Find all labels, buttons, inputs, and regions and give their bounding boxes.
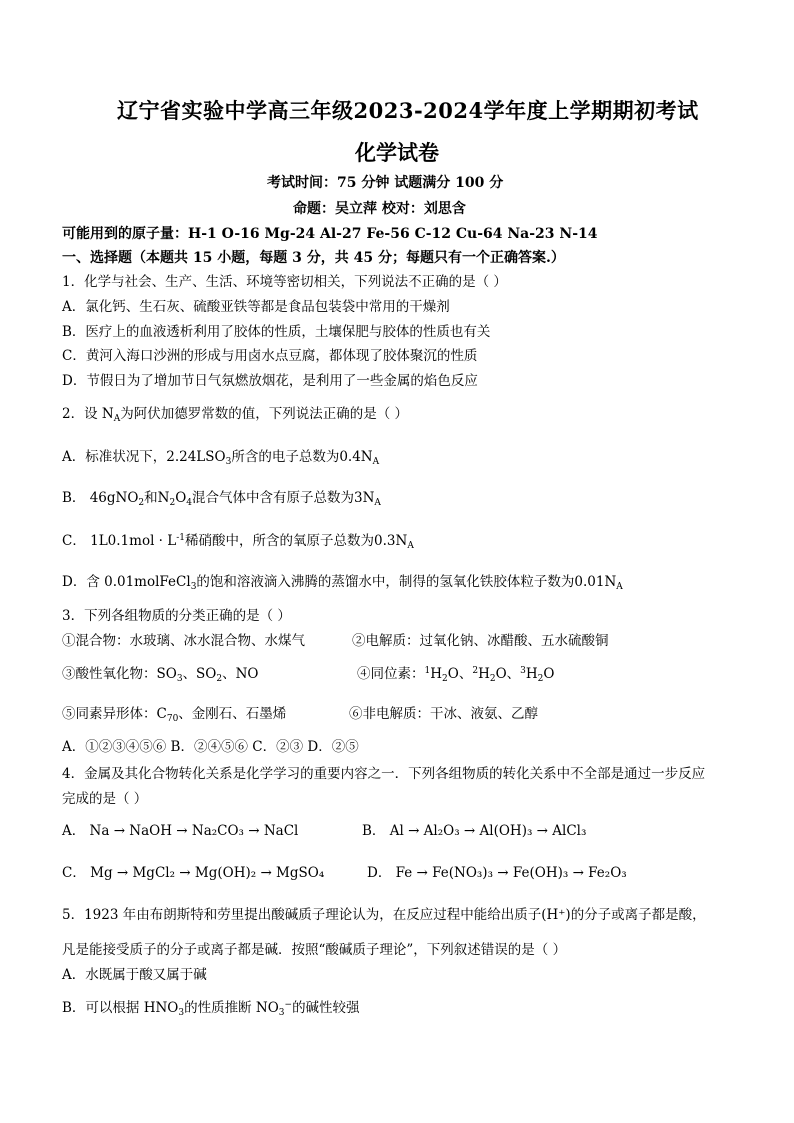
text-part: ④同位素：: [357, 666, 425, 682]
q5-stem-line1: [62, 906, 706, 924]
text-part: A．标准状况下，2.24LSO: [62, 449, 226, 465]
q2-stem-part: 为阿伏加德罗常数的值，下列说法正确的是（ ）: [120, 406, 408, 422]
subscript: A: [616, 582, 623, 592]
subscript: 2: [138, 498, 145, 508]
subscript: 2: [537, 674, 544, 684]
text-part: 所含的电子总数为0.4N: [231, 449, 373, 465]
q3-stem: 3．下列各组物质的分类正确的是（ ）: [62, 608, 291, 624]
q1-stem: 1．化学与社会、生产、生活、环境等密切相关，下列说法不正确的是（ ）: [62, 274, 507, 290]
exam-info: 考试时间：75 分钟 试题满分 100 分: [267, 175, 504, 191]
subscript: A: [372, 457, 380, 467]
proton-symbol: (H⁺): [541, 907, 571, 923]
q4-option-b: B． Al → Al₂O₃ → Al(OH)₃ → AlCl₃: [362, 823, 587, 839]
q5-stem-line2: 凡是能接受质子的分子或离子都是碱．按照“酸碱质子理论”，下列叙述错误的是（ ）: [62, 942, 567, 958]
authors: 命题：吴立萍 校对：刘思含: [293, 201, 466, 217]
q4-option-a: A． Na → NaOH → Na₂CO₃ → NaCl: [62, 823, 299, 839]
text-part: 和N: [144, 490, 170, 506]
subscript: A: [407, 541, 414, 551]
superscript: 3: [520, 666, 526, 676]
subscript: 2: [169, 498, 176, 508]
text-part: B．可以根据 HNO: [62, 1000, 179, 1016]
q3-item-4: [357, 665, 554, 683]
subscript: 3: [178, 1008, 185, 1018]
q5-option-b: [62, 999, 360, 1017]
text-part: 、NO: [222, 666, 259, 682]
subscript: 3: [278, 1008, 285, 1018]
subscript: 2: [442, 674, 448, 684]
q2-option-a: [62, 448, 379, 466]
text-part: 、金刚石、石墨烯: [178, 706, 287, 722]
text-part: 的分子或离子都是酸，: [570, 907, 706, 923]
q4-stem-line2: 完成的是（ ）: [62, 791, 148, 807]
atomic-masses: 可能用到的原子量：H-1 O-16 Mg-24 Al-27 Fe-56 C-12 Cu-64 Na-23 N-14: [62, 226, 598, 242]
text-part: H: [478, 666, 490, 682]
q3-choices: A．①②③④⑤⑥ B．②④⑤⑥ C．②③ D．②⑤: [62, 739, 359, 755]
superscript: −: [284, 1000, 293, 1010]
text-part: D．含 0.01molFeCl: [62, 574, 191, 590]
q3-item-2: ②电解质：过氧化钠、冰醋酸、五水硫酸铜: [352, 633, 609, 649]
text-part: O: [175, 490, 187, 506]
q3-item-1: ①混合物：水玻璃、冰水混合物、水煤气: [62, 633, 305, 649]
q2-option-d: [62, 573, 623, 591]
q1-option-b: B．医疗上的血液透析利用了胶体的性质，土壤保肥与胶体的性质也有关: [62, 324, 491, 340]
q5-option-a: A．水既属于酸又属于碱: [62, 967, 207, 983]
text-part: 的性质推断 NO: [184, 1000, 279, 1016]
subscript: 3: [190, 582, 197, 592]
q2-stem: [62, 405, 408, 423]
text-part: 稀硝酸中，所含的氧原子总数为0.3N: [185, 533, 408, 549]
text-part: H: [525, 666, 538, 682]
section-heading: 一、选择题（本题共 15 小题，每题 3 分，共 45 分；每题只有一个正确答案.）: [62, 250, 565, 266]
text-part: O、: [495, 666, 521, 682]
text-part: B． 46gNO: [62, 490, 139, 506]
q3-item-5: [62, 705, 286, 723]
q4-option-c: C． Mg → MgCl₂ → Mg(OH)₂ → MgSO₄: [62, 865, 325, 881]
text-part: C． 1L0.1mol · L: [62, 533, 177, 549]
q1-option-a: A．氯化钙、生石灰、硫酸亚铁等都是食品包装袋中常用的干燥剂: [62, 299, 450, 315]
q2-option-c: [62, 532, 414, 550]
q4-option-d: D． Fe → Fe(NO₃)₃ → Fe(OH)₃ → Fe₂O₃: [367, 865, 627, 881]
q3-item-6: ⑥非电解质：干冰、液氨、乙醇: [349, 706, 538, 722]
page-title: 辽宁省实验中学高三年级2023-2024学年度上学期期初考试: [117, 98, 699, 123]
text-part: 、SO: [182, 666, 217, 682]
subscript: A: [374, 498, 381, 508]
text-part: 混合气体中含有原子总数为3N: [192, 490, 375, 506]
text-part: 的碱性较强: [292, 1000, 360, 1016]
subscript: 3: [225, 457, 232, 467]
q1-option-c: C．黄河入海口沙洲的形成与用卤水点豆腐，都体现了胶体聚沉的性质: [62, 348, 478, 364]
subscript: 4: [186, 498, 193, 508]
page-subtitle: 化学试卷: [355, 140, 439, 165]
q3-item-3: [62, 665, 259, 683]
q2-stem-sub: A: [113, 414, 121, 424]
text-part: O: [543, 666, 555, 682]
subscript: 70: [166, 714, 179, 724]
text-part: ③酸性氧化物：SO: [62, 666, 177, 682]
text-part: O、: [447, 666, 473, 682]
subscript: 2: [216, 674, 223, 684]
superscript: 2: [472, 666, 479, 676]
superscript: 1: [424, 666, 431, 676]
q4-stem-line1: 4．金属及其化合物转化关系是化学学习的重要内容之一．下列各组物质的转化关系中不全部是通过一步反应: [62, 766, 706, 782]
subscript: 3: [176, 674, 183, 684]
q2-stem-part: 2．设 N: [62, 406, 114, 422]
text-part: H: [430, 666, 443, 682]
text-part: 的饱和溶液滴入沸腾的蒸馏水中，制得的氢氧化铁胶体粒子数为0.01N: [196, 574, 617, 590]
subscript: 2: [489, 674, 496, 684]
q1-option-d: D．节假日为了增加节日气氛燃放烟花，是利用了一些金属的焰色反应: [62, 373, 478, 389]
text-part: 5．1923 年由布朗斯特和劳里提出酸碱质子理论认为，在反应过程中能给出质子: [62, 907, 542, 923]
text-part: ⑤同素异形体：C: [62, 706, 167, 722]
q2-option-b: [62, 489, 381, 507]
superscript: -1: [176, 533, 186, 543]
